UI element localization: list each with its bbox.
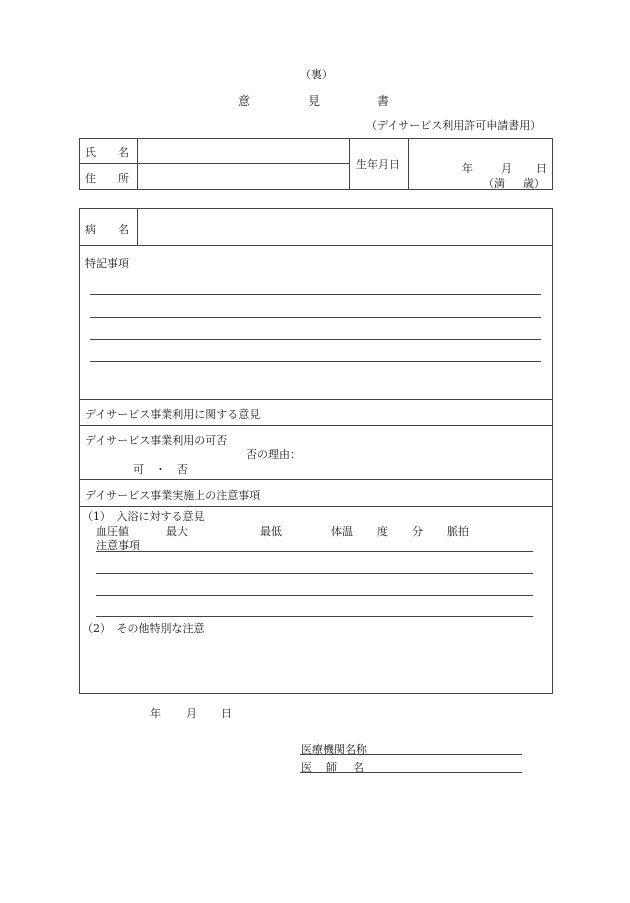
disease-label: 病: [85, 223, 96, 236]
writing-line: [96, 573, 533, 574]
name-label-2: 名: [118, 146, 129, 159]
divider: [79, 245, 553, 246]
address-label: 住: [85, 172, 96, 185]
reason-field[interactable]: [310, 443, 548, 477]
disease-field[interactable]: [138, 209, 552, 245]
blood-pressure-label: 血圧値: [96, 525, 129, 538]
minute-label: 分: [412, 525, 423, 538]
reverse-mark: （裏）: [300, 68, 333, 81]
writing-line: [90, 339, 541, 340]
age-close: 歳）: [523, 177, 545, 190]
reason-label: 否の理由：: [246, 448, 301, 461]
divider: [79, 479, 553, 480]
institution-field[interactable]: [370, 738, 522, 754]
doctor-field[interactable]: [370, 756, 522, 772]
disease-label-2: 名: [118, 223, 129, 236]
doctor-line: [300, 772, 522, 773]
pulse-label: 脈拍: [447, 525, 469, 538]
institution-label: 医療機関名称: [301, 743, 367, 756]
caution-label: 注意事項: [96, 539, 140, 552]
writing-line: [96, 551, 533, 552]
special-notes-field[interactable]: [80, 270, 552, 398]
name-field[interactable]: [138, 139, 349, 163]
dob-month: 月: [501, 162, 512, 175]
writing-line: [96, 616, 533, 617]
divider: [349, 138, 350, 190]
divider: [79, 399, 553, 400]
title-char-1: 意: [238, 94, 251, 108]
dob-day: 日: [536, 162, 547, 175]
implementation-notes-label: デイサービス事業実施上の注意事項: [85, 489, 261, 502]
other-notes-field[interactable]: [80, 636, 552, 692]
address-field[interactable]: [138, 164, 349, 189]
degree-label: 度: [377, 525, 388, 538]
footer-day: 日: [221, 707, 232, 720]
doctor-label: 医: [301, 761, 312, 774]
bath-section-label: （1） 入浴に対する意見: [82, 510, 205, 523]
footer-year: 年: [150, 707, 161, 720]
dob-label: 生年月日: [356, 158, 400, 171]
name-label: 氏: [85, 146, 96, 159]
writing-line: [90, 294, 541, 295]
dob-year: 年: [462, 162, 473, 175]
institution-line: [300, 754, 522, 755]
writing-line: [90, 317, 541, 318]
divider: [79, 506, 553, 507]
usage-opinion-label: デイサービス事業利用に関する意見: [85, 408, 261, 421]
usage-permission-label: デイサービス事業利用の可否: [85, 434, 228, 447]
title-char-2: 見: [308, 94, 321, 108]
footer-month: 月: [186, 707, 197, 720]
bp-min-label: 最低: [260, 525, 282, 538]
address-label-2: 所: [118, 172, 129, 185]
temperature-label: 体温: [331, 525, 353, 538]
other-section-label: （2） その他特別な注意: [82, 622, 205, 635]
writing-line: [90, 361, 541, 362]
divider: [79, 425, 553, 426]
writing-line: [96, 595, 533, 596]
caution-field[interactable]: [96, 537, 536, 617]
document-subtitle: （デイサービス利用許可申請書用）: [366, 119, 542, 132]
age-open: （満: [483, 177, 505, 190]
bp-max-label: 最大: [166, 525, 188, 538]
special-notes-label: 特記事項: [85, 257, 129, 270]
doctor-label-2: 師: [326, 761, 337, 774]
permission-choice[interactable]: 可 ・ 否: [133, 463, 188, 476]
doctor-label-3: 名: [353, 761, 364, 774]
title-char-3: 書: [377, 94, 390, 108]
